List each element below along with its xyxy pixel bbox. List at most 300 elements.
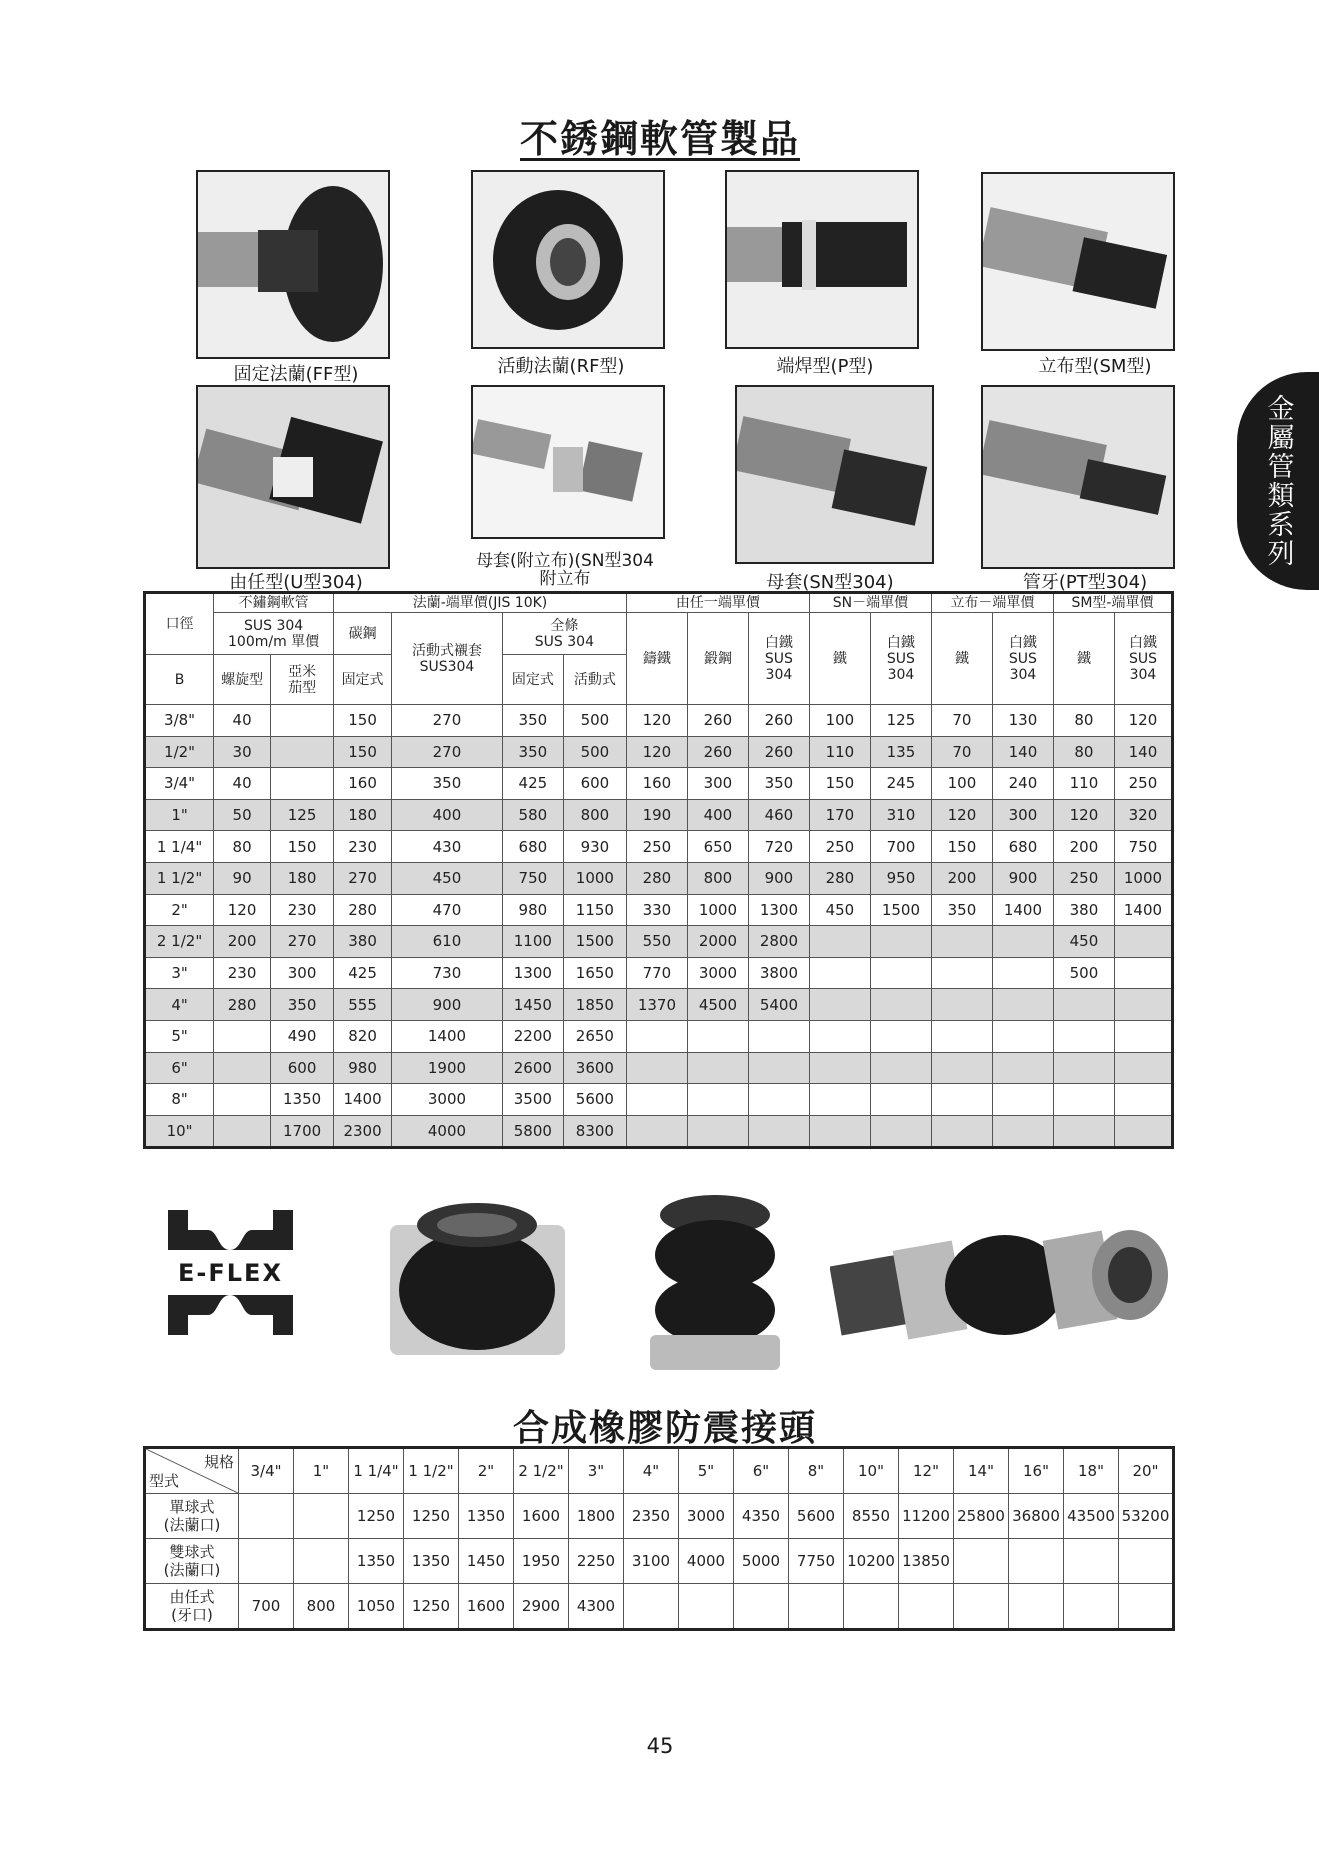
price-cell: 7750 bbox=[789, 1539, 844, 1584]
price-cell bbox=[870, 1052, 931, 1084]
price-cell: 800 bbox=[294, 1584, 349, 1630]
header-sn-white-line3: 304 bbox=[887, 666, 915, 683]
price-cell: 1500 bbox=[563, 926, 626, 958]
header-asia-line2: 茄型 bbox=[288, 679, 317, 696]
size-header-cell: 16" bbox=[1009, 1448, 1064, 1494]
price-cell: 53200 bbox=[1119, 1494, 1174, 1539]
price-cell bbox=[214, 1052, 271, 1084]
price-cell: 350 bbox=[271, 989, 334, 1021]
price-cell: 150 bbox=[334, 705, 392, 737]
price-cell bbox=[809, 1084, 870, 1116]
size-header-cell: 3/4" bbox=[239, 1448, 294, 1494]
price-cell bbox=[809, 957, 870, 989]
price-cell: 900 bbox=[392, 989, 503, 1021]
price-cell: 25800 bbox=[954, 1494, 1009, 1539]
price-cell: 300 bbox=[271, 957, 334, 989]
price-cell: 750 bbox=[1114, 831, 1172, 863]
price-cell: 1600 bbox=[514, 1494, 569, 1539]
price-cell: 680 bbox=[502, 831, 563, 863]
header-sm-white-line3: 304 bbox=[1129, 666, 1157, 683]
photo-ff-flange bbox=[196, 170, 390, 359]
price-cell bbox=[870, 957, 931, 989]
type-sub: (牙口) bbox=[171, 1606, 213, 1624]
price-cell: 980 bbox=[502, 894, 563, 926]
price-cell bbox=[214, 1020, 271, 1052]
price-cell: 650 bbox=[687, 831, 748, 863]
size-cell: 1 1/4" bbox=[145, 831, 214, 863]
price-cell bbox=[624, 1584, 679, 1630]
price-cell: 820 bbox=[334, 1020, 392, 1052]
header-union-white bbox=[748, 613, 809, 705]
size-header-cell: 14" bbox=[954, 1448, 1009, 1494]
price-cell bbox=[1114, 1052, 1172, 1084]
price-cell: 1950 bbox=[514, 1539, 569, 1584]
caption-sn-lib bbox=[455, 552, 675, 588]
header-full-line2: SUS 304 bbox=[534, 633, 594, 650]
price-cell bbox=[809, 926, 870, 958]
price-cell: 600 bbox=[271, 1052, 334, 1084]
header-lib-white-line2: SUS bbox=[1008, 650, 1037, 667]
price-cell: 1350 bbox=[459, 1494, 514, 1539]
size-cell: 3/8" bbox=[145, 705, 214, 737]
price-cell bbox=[294, 1494, 349, 1539]
price-cell bbox=[954, 1539, 1009, 1584]
size-cell: 3/4" bbox=[145, 768, 214, 800]
price-cell bbox=[1053, 1020, 1114, 1052]
price-cell: 70 bbox=[931, 736, 992, 768]
price-cell bbox=[1114, 1115, 1172, 1148]
price-cell: 280 bbox=[334, 894, 392, 926]
price-cell: 36800 bbox=[1009, 1494, 1064, 1539]
price-cell: 580 bbox=[502, 799, 563, 831]
price-cell: 330 bbox=[626, 894, 687, 926]
price-cell: 430 bbox=[392, 831, 503, 863]
price-cell: 110 bbox=[809, 736, 870, 768]
price-cell bbox=[931, 1084, 992, 1116]
table-row bbox=[145, 1084, 1173, 1116]
price-cell: 4000 bbox=[392, 1115, 503, 1148]
header-hose-spec bbox=[214, 613, 334, 655]
header-type: 型式 bbox=[149, 1472, 180, 1490]
price-cell: 130 bbox=[992, 705, 1053, 737]
price-cell bbox=[1114, 1020, 1172, 1052]
price-cell: 120 bbox=[931, 799, 992, 831]
header-union-white-line1: 白鐵 bbox=[764, 634, 793, 651]
header-forged-steel: 鍛鋼 bbox=[687, 613, 748, 705]
price-cell: 750 bbox=[502, 862, 563, 894]
type-cell bbox=[145, 1584, 239, 1630]
price-cell bbox=[809, 989, 870, 1021]
price-cell: 2250 bbox=[569, 1539, 624, 1584]
price-cell: 4350 bbox=[734, 1494, 789, 1539]
price-cell bbox=[1053, 989, 1114, 1021]
price-cell: 1800 bbox=[569, 1494, 624, 1539]
table-row bbox=[145, 768, 1173, 800]
header-sm-white-line1: 白鐵 bbox=[1128, 634, 1157, 651]
price-cell: 1050 bbox=[349, 1584, 404, 1630]
price-cell bbox=[931, 926, 992, 958]
header-spiral: 螺旋型 bbox=[214, 655, 271, 705]
caption-sm: 立布型(SM型) bbox=[1038, 356, 1152, 377]
price-cell: 3500 bbox=[502, 1084, 563, 1116]
price-cell: 8550 bbox=[844, 1494, 899, 1539]
header-hose-spec-line1: SUS 304 bbox=[244, 617, 304, 634]
price-cell: 700 bbox=[239, 1584, 294, 1630]
price-cell: 1000 bbox=[1114, 862, 1172, 894]
table-row bbox=[145, 989, 1173, 1021]
price-cell: 1250 bbox=[404, 1584, 459, 1630]
price-cell: 11200 bbox=[899, 1494, 954, 1539]
price-cell: 425 bbox=[502, 768, 563, 800]
price-cell: 900 bbox=[748, 862, 809, 894]
price-cell bbox=[687, 1052, 748, 1084]
price-cell: 490 bbox=[271, 1020, 334, 1052]
header-sn: SN－端單價 bbox=[809, 593, 931, 613]
price-cell: 5000 bbox=[734, 1539, 789, 1584]
price-cell bbox=[931, 1052, 992, 1084]
price-cell bbox=[1064, 1584, 1119, 1630]
price-cell: 280 bbox=[214, 989, 271, 1021]
price-cell bbox=[1114, 1084, 1172, 1116]
caption-u: 由任型(U型304) bbox=[229, 572, 363, 593]
price-cell bbox=[954, 1584, 1009, 1630]
price-cell bbox=[992, 926, 1053, 958]
section-side-tab bbox=[1237, 372, 1319, 590]
price-cell bbox=[931, 1115, 992, 1148]
price-cell: 425 bbox=[334, 957, 392, 989]
price-cell: 1650 bbox=[563, 957, 626, 989]
price-cell: 1250 bbox=[404, 1494, 459, 1539]
price-cell: 150 bbox=[931, 831, 992, 863]
table-row bbox=[145, 1539, 1174, 1584]
photo-sn-with-lib bbox=[471, 385, 665, 539]
price-cell: 460 bbox=[748, 799, 809, 831]
price-cell: 100 bbox=[931, 768, 992, 800]
header-lining bbox=[392, 613, 503, 705]
price-cell: 400 bbox=[392, 799, 503, 831]
caption-sn-lib-line1: 母套(附立布)(SN型304 bbox=[476, 551, 654, 571]
price-cell: 50 bbox=[214, 799, 271, 831]
price-cell: 3000 bbox=[679, 1494, 734, 1539]
size-cell: 4" bbox=[145, 989, 214, 1021]
header-sm: SM型-端單價 bbox=[1053, 593, 1172, 613]
price-cell bbox=[748, 1020, 809, 1052]
photo-pt-type bbox=[981, 385, 1175, 569]
price-cell: 2800 bbox=[748, 926, 809, 958]
size-header-cell: 18" bbox=[1064, 1448, 1119, 1494]
price-cell: 80 bbox=[214, 831, 271, 863]
header-lib-white-line1: 白鐵 bbox=[1008, 634, 1037, 651]
caption-sn: 母套(SN型304) bbox=[766, 572, 894, 593]
price-cell: 70 bbox=[931, 705, 992, 737]
table-row bbox=[145, 736, 1173, 768]
price-cell: 1350 bbox=[404, 1539, 459, 1584]
type-sub: (法蘭口) bbox=[163, 1516, 221, 1534]
price-cell bbox=[1114, 957, 1172, 989]
price-cell: 730 bbox=[392, 957, 503, 989]
price-cell bbox=[844, 1584, 899, 1630]
price-cell: 150 bbox=[271, 831, 334, 863]
header-asia bbox=[271, 655, 334, 705]
price-cell: 2600 bbox=[502, 1052, 563, 1084]
price-cell: 350 bbox=[502, 705, 563, 737]
header-lib-white-line3: 304 bbox=[1009, 666, 1037, 683]
price-cell bbox=[734, 1584, 789, 1630]
price-cell: 100 bbox=[809, 705, 870, 737]
size-header-cell: 1 1/4" bbox=[349, 1448, 404, 1494]
price-cell bbox=[992, 989, 1053, 1021]
price-cell: 1400 bbox=[992, 894, 1053, 926]
price-cell: 13850 bbox=[899, 1539, 954, 1584]
header-lib-iron: 鐵 bbox=[931, 613, 992, 705]
header-union-white-line3: 304 bbox=[765, 666, 793, 683]
header-full bbox=[502, 613, 626, 655]
price-cell: 770 bbox=[626, 957, 687, 989]
price-cell bbox=[1119, 1584, 1174, 1630]
size-header-cell: 4" bbox=[624, 1448, 679, 1494]
price-cell: 1350 bbox=[349, 1539, 404, 1584]
price-cell: 700 bbox=[870, 831, 931, 863]
price-cell: 250 bbox=[626, 831, 687, 863]
header-full-line1: 全條 bbox=[550, 617, 579, 634]
hose-price-table-body bbox=[145, 705, 1173, 1148]
price-cell bbox=[748, 1115, 809, 1148]
header-lining-line2: SUS304 bbox=[419, 658, 475, 675]
price-cell bbox=[1053, 1052, 1114, 1084]
price-cell bbox=[271, 768, 334, 800]
header-sn-white-line2: SUS bbox=[886, 650, 915, 667]
header-spec: 規格 bbox=[203, 1453, 234, 1471]
price-cell: 43500 bbox=[1064, 1494, 1119, 1539]
price-cell: 90 bbox=[214, 862, 271, 894]
header-b: B bbox=[145, 655, 214, 705]
header-hose-spec-line2: 100m/m 單價 bbox=[228, 633, 320, 650]
header-cast-iron: 鑄鐵 bbox=[626, 613, 687, 705]
size-cell: 2" bbox=[145, 894, 214, 926]
size-cell: 6" bbox=[145, 1052, 214, 1084]
price-cell: 900 bbox=[992, 862, 1053, 894]
price-cell: 450 bbox=[392, 862, 503, 894]
price-cell: 270 bbox=[392, 736, 503, 768]
photo-sn-type bbox=[735, 385, 934, 564]
price-cell bbox=[214, 1084, 271, 1116]
price-cell: 2350 bbox=[624, 1494, 679, 1539]
table-row bbox=[145, 705, 1173, 737]
type-cell bbox=[145, 1494, 239, 1539]
price-cell bbox=[294, 1539, 349, 1584]
header-flange: 法蘭-端單價(JIS 10K) bbox=[334, 593, 627, 613]
price-cell: 380 bbox=[1053, 894, 1114, 926]
price-cell: 40 bbox=[214, 705, 271, 737]
price-cell: 350 bbox=[502, 736, 563, 768]
price-cell: 270 bbox=[392, 705, 503, 737]
table-row bbox=[145, 799, 1173, 831]
price-cell bbox=[271, 705, 334, 737]
price-cell bbox=[931, 957, 992, 989]
type-sub: (法蘭口) bbox=[163, 1561, 221, 1579]
price-cell: 240 bbox=[992, 768, 1053, 800]
photo-sm-type bbox=[981, 172, 1175, 351]
price-cell: 80 bbox=[1053, 736, 1114, 768]
price-cell: 170 bbox=[809, 799, 870, 831]
price-cell: 120 bbox=[626, 705, 687, 737]
price-cell: 2200 bbox=[502, 1020, 563, 1052]
price-cell: 350 bbox=[931, 894, 992, 926]
size-header-cell: 10" bbox=[844, 1448, 899, 1494]
price-cell: 180 bbox=[334, 799, 392, 831]
price-cell: 470 bbox=[392, 894, 503, 926]
price-cell: 245 bbox=[870, 768, 931, 800]
price-cell: 980 bbox=[334, 1052, 392, 1084]
price-cell: 1450 bbox=[502, 989, 563, 1021]
price-cell bbox=[1114, 926, 1172, 958]
price-cell: 500 bbox=[563, 705, 626, 737]
price-cell: 600 bbox=[563, 768, 626, 800]
photo-u-type bbox=[196, 385, 390, 569]
price-cell: 3800 bbox=[748, 957, 809, 989]
photo-union-joint bbox=[830, 1215, 1175, 1360]
price-cell: 40 bbox=[214, 768, 271, 800]
price-cell: 280 bbox=[626, 862, 687, 894]
price-cell: 400 bbox=[687, 799, 748, 831]
size-header-cell: 5" bbox=[679, 1448, 734, 1494]
price-cell: 260 bbox=[748, 736, 809, 768]
size-cell: 3" bbox=[145, 957, 214, 989]
price-cell: 1000 bbox=[687, 894, 748, 926]
table-row bbox=[145, 1052, 1173, 1084]
price-cell: 1000 bbox=[563, 862, 626, 894]
price-cell: 30 bbox=[214, 736, 271, 768]
page-title: 不銹鋼軟管製品 bbox=[519, 117, 800, 161]
photo-double-sphere-joint bbox=[645, 1185, 785, 1375]
rubber-joint-title: 合成橡膠防震接頭 bbox=[512, 1408, 817, 1449]
price-cell: 180 bbox=[271, 862, 334, 894]
eflex-logo bbox=[163, 1205, 298, 1340]
price-cell: 680 bbox=[992, 831, 1053, 863]
price-cell: 1850 bbox=[563, 989, 626, 1021]
price-cell bbox=[870, 1020, 931, 1052]
price-cell bbox=[870, 1084, 931, 1116]
price-cell: 2300 bbox=[334, 1115, 392, 1148]
price-cell: 1450 bbox=[459, 1539, 514, 1584]
price-cell: 4500 bbox=[687, 989, 748, 1021]
price-cell bbox=[687, 1084, 748, 1116]
price-cell: 500 bbox=[1053, 957, 1114, 989]
header-carbon-fixed: 固定式 bbox=[334, 655, 392, 705]
price-cell bbox=[1009, 1584, 1064, 1630]
header-size: 口徑 bbox=[145, 593, 214, 655]
price-cell: 120 bbox=[1053, 799, 1114, 831]
rubber-joint-price-table bbox=[143, 1446, 1175, 1631]
size-header-cell: 6" bbox=[734, 1448, 789, 1494]
price-cell: 2650 bbox=[563, 1020, 626, 1052]
price-cell bbox=[931, 989, 992, 1021]
table-row bbox=[145, 1494, 1174, 1539]
header-hose: 不鏽鋼軟管 bbox=[214, 593, 334, 613]
price-cell: 3000 bbox=[392, 1084, 503, 1116]
price-cell: 125 bbox=[870, 705, 931, 737]
price-cell: 1350 bbox=[271, 1084, 334, 1116]
size-header-cell: 1 1/2" bbox=[404, 1448, 459, 1494]
price-cell: 3600 bbox=[563, 1052, 626, 1084]
price-cell: 150 bbox=[809, 768, 870, 800]
price-cell: 200 bbox=[931, 862, 992, 894]
header-sn-white bbox=[870, 613, 931, 705]
table-row bbox=[145, 957, 1173, 989]
caption-rf: 活動法蘭(RF型) bbox=[497, 356, 625, 377]
price-cell: 2000 bbox=[687, 926, 748, 958]
price-cell: 260 bbox=[748, 705, 809, 737]
price-cell bbox=[870, 926, 931, 958]
price-cell bbox=[748, 1084, 809, 1116]
caption-pt: 管牙(PT型304) bbox=[1022, 572, 1148, 593]
price-cell: 230 bbox=[334, 831, 392, 863]
size-cell: 10" bbox=[145, 1115, 214, 1148]
price-cell bbox=[687, 1115, 748, 1148]
price-cell: 150 bbox=[334, 736, 392, 768]
price-cell: 350 bbox=[392, 768, 503, 800]
price-cell bbox=[679, 1584, 734, 1630]
price-cell bbox=[789, 1584, 844, 1630]
header-full-fixed: 固定式 bbox=[502, 655, 563, 705]
price-cell: 8300 bbox=[563, 1115, 626, 1148]
price-cell: 3100 bbox=[624, 1539, 679, 1584]
price-cell: 140 bbox=[992, 736, 1053, 768]
type-name: 由任式 bbox=[169, 1588, 215, 1606]
size-cell: 1" bbox=[145, 799, 214, 831]
header-spec-type-cell bbox=[145, 1448, 239, 1494]
price-cell bbox=[992, 1052, 1053, 1084]
price-cell: 200 bbox=[214, 926, 271, 958]
price-cell bbox=[271, 736, 334, 768]
header-sm-white bbox=[1114, 613, 1172, 705]
price-cell: 80 bbox=[1053, 705, 1114, 737]
price-cell: 250 bbox=[809, 831, 870, 863]
size-cell: 1/2" bbox=[145, 736, 214, 768]
table-row bbox=[145, 1115, 1173, 1148]
size-header-cell: 3" bbox=[569, 1448, 624, 1494]
size-cell: 1 1/2" bbox=[145, 862, 214, 894]
size-cell: 8" bbox=[145, 1084, 214, 1116]
hose-price-table bbox=[143, 591, 1174, 1149]
header-lining-line1: 活動式襯套 bbox=[411, 642, 482, 659]
price-cell bbox=[992, 1115, 1053, 1148]
price-cell: 250 bbox=[1053, 862, 1114, 894]
price-cell bbox=[626, 1052, 687, 1084]
price-cell: 120 bbox=[626, 736, 687, 768]
price-cell bbox=[626, 1020, 687, 1052]
price-cell bbox=[870, 989, 931, 1021]
price-cell: 1300 bbox=[748, 894, 809, 926]
price-cell: 1250 bbox=[349, 1494, 404, 1539]
price-cell bbox=[1114, 989, 1172, 1021]
price-cell: 5600 bbox=[789, 1494, 844, 1539]
price-cell: 140 bbox=[1114, 736, 1172, 768]
price-cell: 200 bbox=[1053, 831, 1114, 863]
price-cell: 1900 bbox=[392, 1052, 503, 1084]
price-cell bbox=[1053, 1115, 1114, 1148]
price-cell: 2900 bbox=[514, 1584, 569, 1630]
header-lib: 立布－端單價 bbox=[931, 593, 1053, 613]
price-cell: 1600 bbox=[459, 1584, 514, 1630]
price-cell: 555 bbox=[334, 989, 392, 1021]
photo-rf-flange bbox=[471, 170, 665, 349]
price-cell: 300 bbox=[992, 799, 1053, 831]
type-cell bbox=[145, 1539, 239, 1584]
table-row bbox=[145, 1020, 1173, 1052]
header-sn-iron: 鐵 bbox=[809, 613, 870, 705]
price-cell: 310 bbox=[870, 799, 931, 831]
